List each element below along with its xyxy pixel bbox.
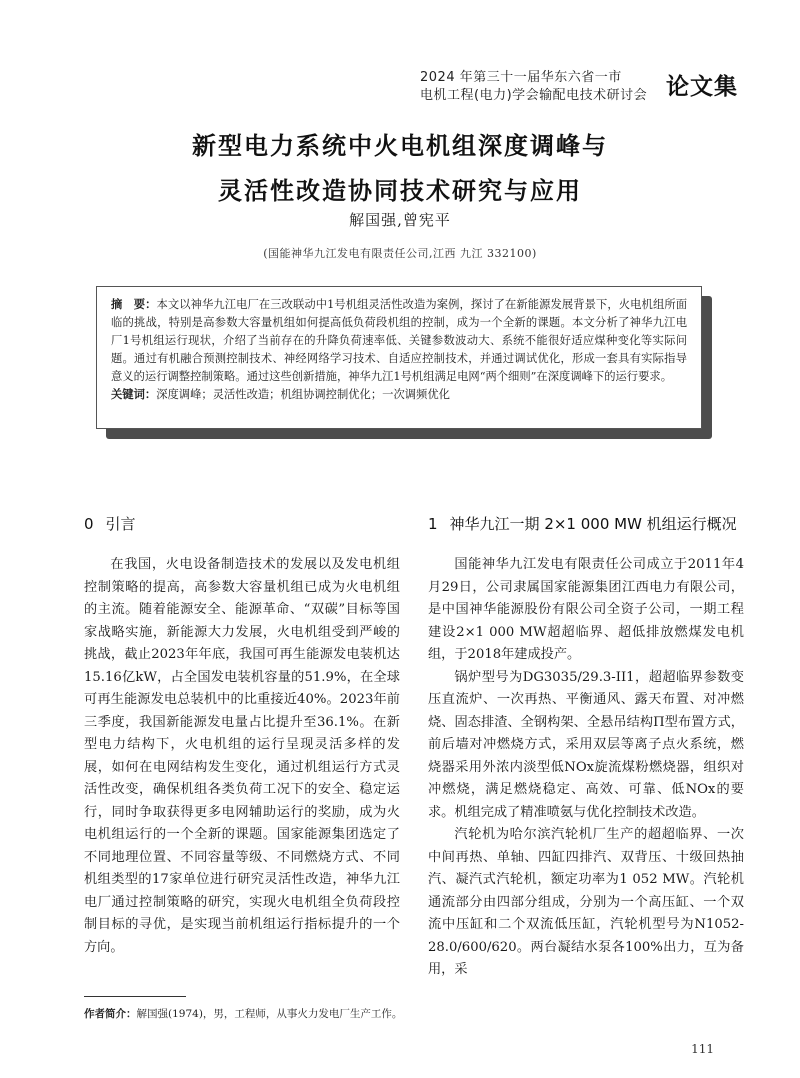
section-number: 1 (428, 515, 438, 533)
body-paragraph: 在我国，火电设备制造技术的发展以及发电机组控制策略的提高，高参数大容量机组已成为火电机组的主流。随着能源安全、能源革命、“双碳”目标等国家战略实施，新能源大力发展，火电机组受到严峻的挑战，截止2023年年底，我国可再生能源发电装机达15.16亿kW，占全国发电装机容量的51.9%，在全球可再生能源发电总装机中的比重接近40%。2023年前三季度，我国新能源发电量占比提升至36.1%。在新型电力结构下，火电机组的运行呈现灵活多样的发展，如何在电网结构发生变化，通过机组运行方式灵活性改变，确保机组各类负荷工况下的安全、稳定运行，同时争取获得更多电网辅助运行的奖励，成为火电机组运行的一个全新的课题。国家能源集团选定了不同地理位置、不同容量等级、不同燃烧方式、不同机组类型的17家单位进行研究灵活性改造，神华九江电厂通过控制策略的研究，实现火电机组全负荷段控制目标的寻优，是实现当前机组运行指标提升的一个方向。 (84, 557, 400, 955)
keywords-paragraph (111, 386, 687, 404)
right-column (428, 554, 744, 982)
left-column (84, 554, 400, 959)
header-seminar-line: 电机工程(电力)学会输配电技术研讨会 (420, 88, 648, 103)
footnote-divider (84, 996, 186, 997)
abstract-text: 本文以神华九江电厂在三改联动中1号机组灵活性改造为案例，探讨了在新能源发展背景下，火电机组所面临的挑战，特别是高参数大容量机组如何提高低负荷段机组的控制，成为一个全新的课题。本文分析了神华九江电厂1号机组运行现状，介绍了当前存在的升降负荷速率低、关键参数波动大、系统不能很好适应煤种变化等实际问题。通过有机融合预测控制技术、神经网络学习技术、自适应控制技术，并通过调试优化，形成一套具有实际指导意义的运行调整控制策略。通过这些创新措施，神华九江1号机组满足电网“两个细则”在深度调峰下的运行要求。 (111, 298, 687, 383)
section-heading-introduction (84, 513, 136, 534)
body-paragraph: 汽轮机为哈尔滨汽轮机厂生产的超超临界、一次中间再热、单轴、四缸四排汽、双背压、十级回热抽汽、凝汽式汽轮机，额定功率为1 052 MW。汽轮机通流部分由四部分组成，分别为一个高压缸、一个双流中压缸和二个双流低压缸，汽轮机型号为N1052-28.0/600/620。两台凝结水泵各100%出力，互为备用，采 (428, 827, 744, 977)
footnote-label: 作者简介： (84, 1008, 137, 1020)
footnote-text: 解国强(1974)，男，工程师，从事火力发电厂生产工作。 (136, 1008, 403, 1020)
section-heading-overview (428, 513, 737, 534)
author-footnote (84, 1006, 402, 1021)
proceedings-header (420, 64, 740, 104)
header-conference-line: 2024 年第三十一届华东六省一市 (420, 70, 622, 85)
paper-title-line-2: 灵活性改造协同技术研究与应用 (218, 177, 582, 205)
abstract-box (96, 286, 702, 429)
keywords-label: 关键词： (111, 388, 157, 401)
section-number: 0 (84, 515, 94, 533)
body-paragraph: 锅炉型号为DG3035/29.3-II1，超超临界参数变压直流炉、一次再热、平衡通风、露天布置、对冲燃烧、固态排渣、全钢构架、全悬吊结构Π型布置方式，前后墙对冲燃烧方式，采用双层等离子点火系统，燃烧器采用外浓内淡型低NOx旋流煤粉燃烧器，组织对冲燃烧，满足燃烧稳定、高效、可靠、低NOx的要求。机组完成了精准喷氨与优化控制技术改造。 (428, 669, 744, 820)
abstract-paragraph (111, 296, 687, 386)
paper-title-line-1: 新型电力系统中火电机组深度调峰与 (192, 132, 608, 160)
keywords-text: 深度调峰；灵活性改造；机组协调控制优化；一次调频优化 (156, 388, 450, 401)
section-title: 神华九江一期 2×1 000 MW 机组运行概况 (449, 515, 737, 533)
abstract-label: 摘 要： (111, 298, 157, 311)
affiliation: (国能神华九江发电有限责任公司,江西 九江 332100) (263, 247, 537, 260)
page-number: 111 (691, 1042, 714, 1056)
authors: 解国强,曾宪平 (349, 211, 451, 229)
header-badge: 论文集 (666, 74, 738, 100)
body-paragraph: 国能神华九江发电有限责任公司成立于2011年4月29日，公司隶属国家能源集团江西电力有限公司，是中国神华能源股份有限公司全资子公司，一期工程建设2×1 000 MW超超临界、超低排放燃煤发电机组，于2018年建成投产。 (428, 557, 744, 662)
section-title: 引言 (105, 515, 136, 533)
